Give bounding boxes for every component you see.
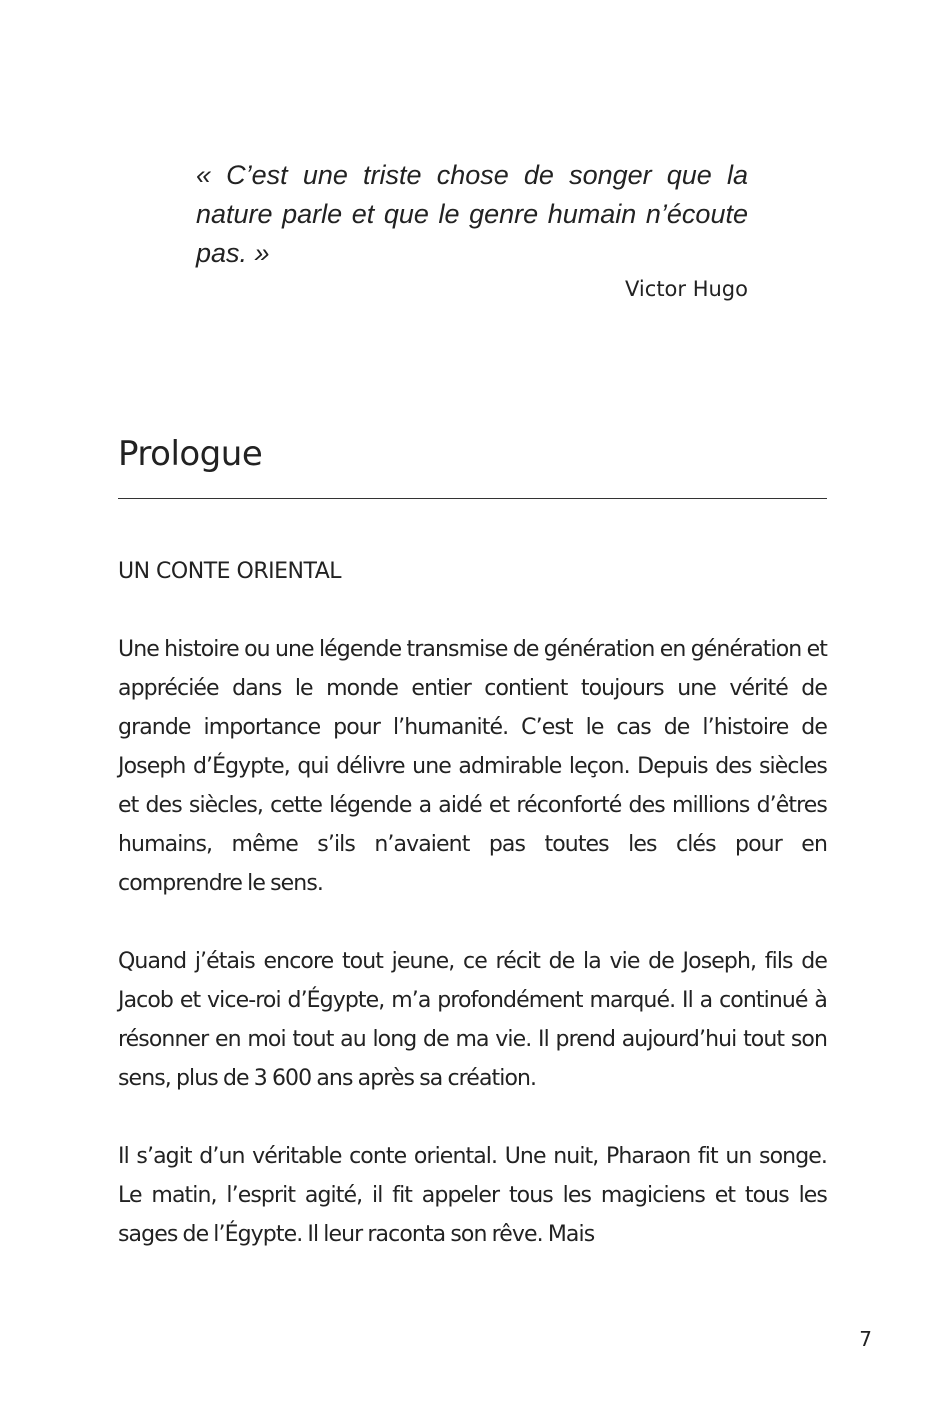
paragraph: Une histoire ou une légende transmise de génération en génération et appréciée dans le monde entier contient toujours une vérité de grande importance pour l’humanité. C’est le cas de l’histoire de Joseph d’Égypte, qui délivre une admirable leçon. Depuis des siècles et des siècles, cette légende a aidé et réconforté des millions d’êtres humains, même s’ils n’avaient pas toutes les clés pour en comprendre le sens. [118, 637, 827, 896]
paragraph: Quand j’étais encore tout jeune, ce récit de la vie de Joseph, fils de Jacob et vice-roi d’Égypte, m’a profondément marqué. Il a continué à résonner en moi tout au long de ma vie. Il prend aujourd’hui tout son sens, plus de 3 600 ans après sa création. [118, 949, 827, 1091]
paragraph: Il s’agit d’un véritable conte oriental. Une nuit, Pharaon fit un songe. Le matin, l’esprit agité, il fit appeler tous les magiciens et tous les sages de l’Égypte. Il leur raconta son rêve. Mais [118, 1144, 827, 1247]
title-divider [118, 498, 827, 499]
body-text [118, 630, 827, 1254]
chapter-title: Prologue [118, 434, 263, 474]
page-number: 7 [859, 1327, 872, 1351]
epigraph [196, 156, 748, 304]
epigraph-author: Victor Hugo [625, 277, 748, 301]
section-heading: UN CONTE ORIENTAL [118, 559, 342, 584]
epigraph-quote: « C’est une triste chose de songer que la nature parle et que le genre humain n’écoute pas. » [196, 160, 748, 268]
